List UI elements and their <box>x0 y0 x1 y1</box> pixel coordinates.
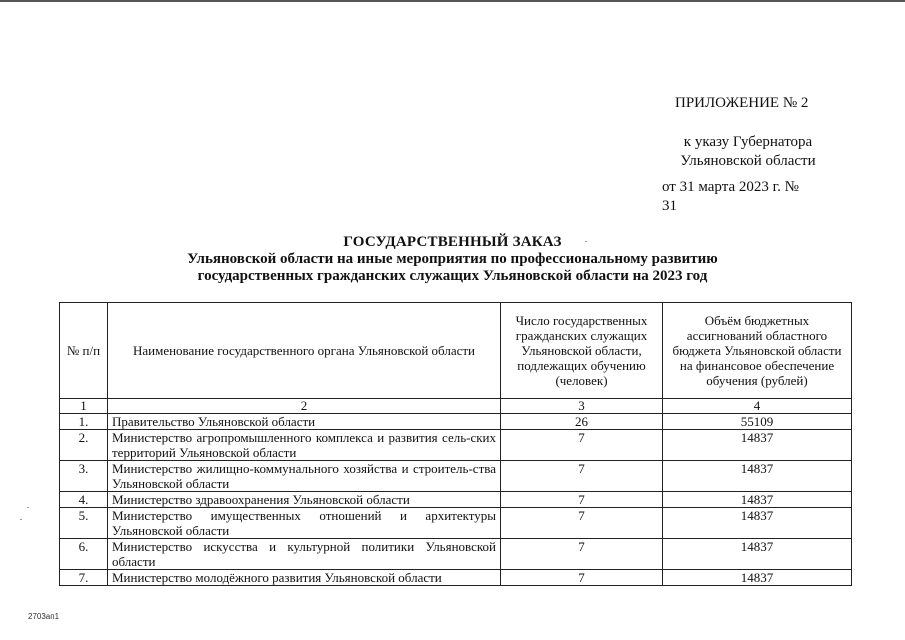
annex-reference <box>678 133 818 171</box>
agency-name: Министерство агропромышленного комплекса и развития сель-ских территорий Ульяновской области <box>108 430 501 461</box>
employee-count: 7 <box>501 570 663 586</box>
agency-name: Министерство молодёжного развития Ульяновской области <box>108 570 501 586</box>
scan-speck <box>20 519 22 520</box>
scan-speck <box>27 507 29 508</box>
budget-amount: 14837 <box>663 570 852 586</box>
table-row <box>60 430 852 461</box>
row-number: 6. <box>60 539 108 570</box>
annex-title: ПРИЛОЖЕНИЕ № 2 <box>675 95 809 111</box>
row-number: 7. <box>60 570 108 586</box>
budget-amount: 14837 <box>663 430 852 461</box>
column-number: 3 <box>501 399 663 414</box>
agency-name: Министерство имущественных отношений и архитектуры Ульяновской области <box>108 508 501 539</box>
scan-edge <box>0 0 905 2</box>
document-subtitle-line2: государственных гражданских служащих Ульяновской области на 2023 год <box>197 268 708 284</box>
document-title: ГОСУДАРСТВЕННЫЙ ЗАКАЗ <box>343 234 562 250</box>
agency-name: Правительство Ульяновской области <box>108 414 501 430</box>
budget-amount: 14837 <box>663 508 852 539</box>
agency-name: Министерство жилищно-коммунального хозяйства и строитель-ства Ульяновской области <box>108 461 501 492</box>
table-row <box>60 508 852 539</box>
column-number: 4 <box>663 399 852 414</box>
header-agency-name: Наименование государственного органа Ульяновской области <box>108 303 501 399</box>
employee-count: 7 <box>501 508 663 539</box>
row-number: 3. <box>60 461 108 492</box>
table-row <box>60 461 852 492</box>
column-number: 1 <box>60 399 108 414</box>
column-number-row <box>60 399 852 414</box>
employee-count: 7 <box>501 492 663 508</box>
header-employee-count: Число государственных гражданских служащих Ульяновской области, подлежащих обучению (человек) <box>501 303 663 399</box>
header-number: № п/п <box>60 303 108 399</box>
document-subtitle-line1: Ульяновской области на иные мероприятия по профессиональному развитию <box>187 251 718 267</box>
footer-document-code: 2703ап1 <box>28 612 60 621</box>
header-budget-amount: Объём бюджетных ассигнований областного бюджета Ульяновской области на финансовое обеспечение обучения (рублей) <box>663 303 852 399</box>
table-row <box>60 414 852 430</box>
employee-count: 7 <box>501 539 663 570</box>
annex-ref-line1: к указу Губернатора <box>683 134 813 150</box>
agency-name: Министерство искусства и культурной политики Ульяновской области <box>108 539 501 570</box>
table-row <box>60 570 852 586</box>
row-number: 1. <box>60 414 108 430</box>
budget-amount: 14837 <box>663 461 852 492</box>
budget-amount: 14837 <box>663 539 852 570</box>
budget-amount: 14837 <box>663 492 852 508</box>
table-header-row <box>60 303 852 399</box>
annex-ref-line2: Ульяновской области <box>680 153 816 169</box>
annex-date: от 31 марта 2023 г. № 31 <box>662 179 799 214</box>
agency-name: Министерство здравоохранения Ульяновской области <box>108 492 501 508</box>
column-number: 2 <box>108 399 501 414</box>
row-number: 5. <box>60 508 108 539</box>
row-number: 2. <box>60 430 108 461</box>
employee-count: 7 <box>501 430 663 461</box>
employee-count: 26 <box>501 414 663 430</box>
scan-speck <box>585 241 587 242</box>
budget-amount: 55109 <box>663 414 852 430</box>
table-row <box>60 492 852 508</box>
employee-count: 7 <box>501 461 663 492</box>
table-row <box>60 539 852 570</box>
state-order-table <box>59 302 852 586</box>
row-number: 4. <box>60 492 108 508</box>
